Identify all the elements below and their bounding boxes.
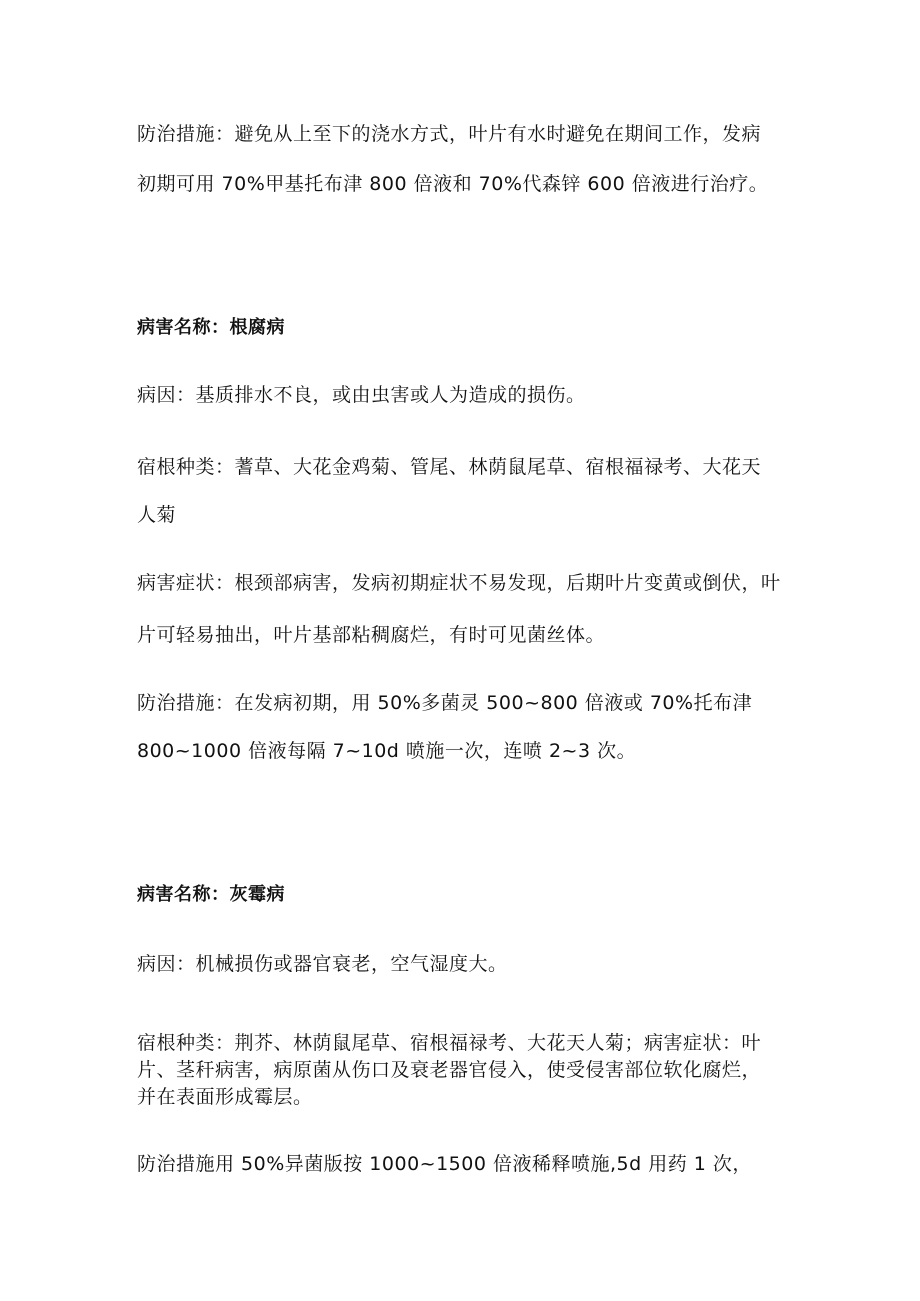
disease-name-heading: 病害名称：根腐病 bbox=[137, 317, 285, 338]
cause-text: 病因：机械损伤或器官衰老，空气湿度大。 bbox=[137, 953, 508, 975]
treatment-text-line-1: 防治措施：避免从上至下的浇水方式，叶片有水时避免在期间工作，发病 bbox=[137, 123, 762, 145]
species-symptoms-text-line-2: 片、茎秆病害，病原菌从伤口及衰老器官侵入，使受侵害部位软化腐烂， bbox=[137, 1059, 762, 1081]
treatment-text-line-1: 防治措施：在发病初期，用 50%多菌灵 500~800 倍液或 70%托布津 bbox=[137, 692, 753, 714]
treatment-text-line-1: 防治措施用 50%异菌版按 1000~1500 倍液稀释喷施,5d 用药 1 次， bbox=[137, 1153, 752, 1175]
treatment-text-line-2: 800~1000 倍液每隔 7~10d 喷施一次，连喷 2~3 次。 bbox=[137, 740, 637, 762]
disease-name-heading: 病害名称：灰霉病 bbox=[137, 884, 285, 905]
treatment-text-line-2: 初期可用 70%甲基托布津 800 倍液和 70%代森锌 600 倍液进行治疗。 bbox=[137, 173, 769, 195]
species-symptoms-text-line-1: 宿根种类：荆芥、林荫鼠尾草、宿根福禄考、大花天人菊；病害症状：叶 bbox=[137, 1032, 762, 1054]
cause-text: 病因：基质排水不良，或由虫害或人为造成的损伤。 bbox=[137, 384, 586, 406]
symptoms-text-line-2: 片可轻易抽出，叶片基部粘稠腐烂，有时可见菌丝体。 bbox=[137, 624, 606, 646]
species-text-line-2: 人菊 bbox=[137, 504, 177, 526]
species-symptoms-text-line-3: 并在表面形成霉层。 bbox=[137, 1086, 313, 1108]
symptoms-text-line-1: 病害症状：根颈部病害，发病初期症状不易发现，后期叶片变黄或倒伏，叶 bbox=[137, 572, 781, 594]
species-text-line-1: 宿根种类：蓍草、大花金鸡菊、管尾、林荫鼠尾草、宿根福禄考、大花天 bbox=[137, 456, 762, 478]
